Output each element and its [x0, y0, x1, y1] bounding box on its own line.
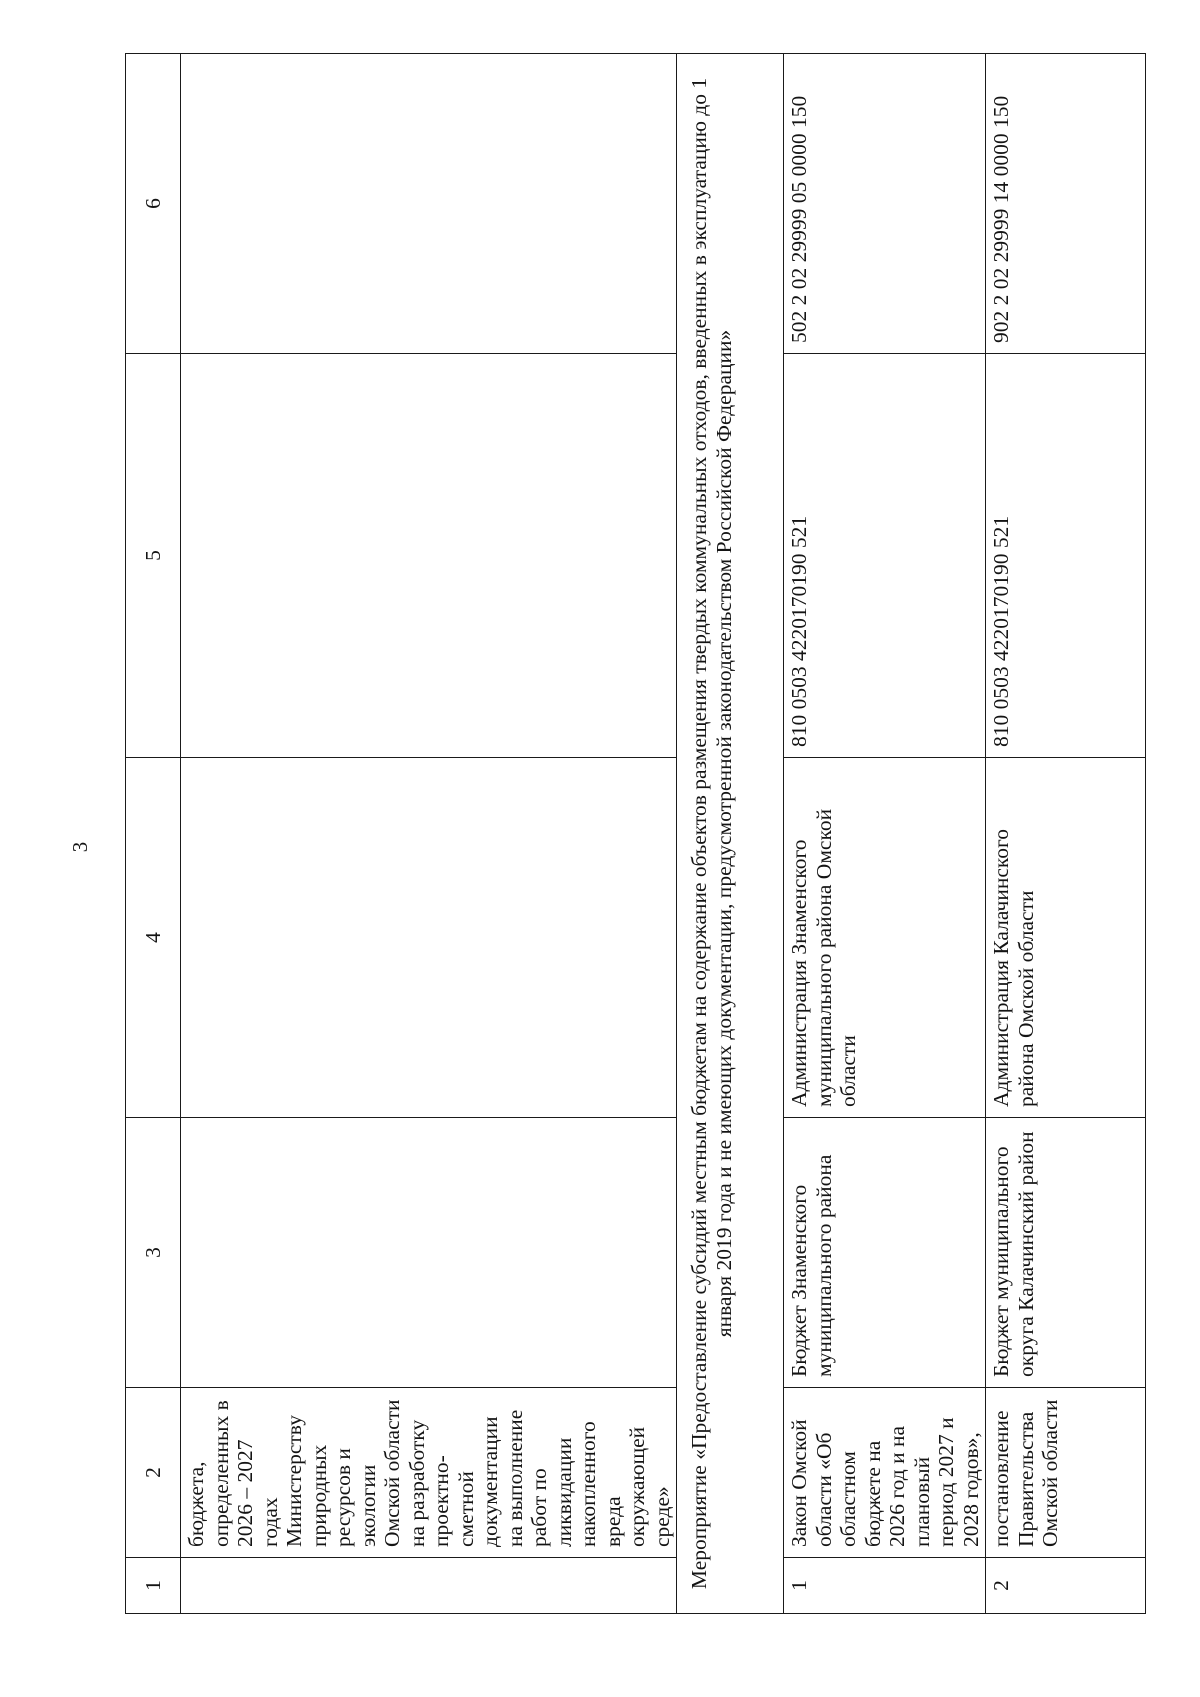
- continuation-cell-1: [181, 1558, 677, 1614]
- row-number: 1: [784, 1558, 986, 1614]
- header-cell-5: 5: [126, 354, 181, 758]
- income-code-cell: 502 2 02 29999 05 0000 150: [784, 54, 986, 354]
- rotated-page-content: [125, 54, 1199, 1614]
- section-row: [677, 54, 784, 1614]
- administrator-cell: Администрация Знаменского муниципального района Омской области: [784, 758, 986, 1118]
- table-header-row: [126, 54, 181, 1614]
- legal-basis-cell: Закон Омской области «Об областном бюджете на 2026 год и на плановый период 2027 и 2028 годов»,: [784, 1388, 986, 1558]
- administrator-cell: Администрация Калачинского района Омской области: [986, 758, 1146, 1118]
- table-row: [784, 54, 986, 1614]
- continuation-cell-6: [181, 54, 677, 354]
- expense-code-cell: 810 0503 4220170190 521: [986, 354, 1146, 758]
- header-cell-6: 6: [126, 54, 181, 354]
- header-cell-3: 3: [126, 1118, 181, 1388]
- continuation-cell-5: [181, 354, 677, 758]
- page-number: 3: [68, 841, 92, 853]
- income-code-cell: 902 2 02 29999 14 0000 150: [986, 54, 1146, 354]
- continuation-cell-3: [181, 1118, 677, 1388]
- budget-table: [125, 53, 1146, 1614]
- section-title: Мероприятие «Предоставление субсидий местным бюджетам на содержание объектов размещения твердых коммунальных отходов, введенных в эксплуатацию до 1 января 2019 года и не имеющих документации, предусмотренной законодательством Российской Федерации»: [677, 54, 784, 1614]
- header-cell-1: 1: [126, 1558, 181, 1614]
- header-cell-2: 2: [126, 1388, 181, 1558]
- continuation-cell-2: бюджета, определенных в 2026 – 2027 годах Министерству природных ресурсов и экологии Омской области на разработку проектно-сметной документации на выполнение работ по ликвидации накопленного вреда окружающей среде»: [181, 1388, 677, 1558]
- budget-cell: Бюджет муниципального округа Калачинский район: [986, 1118, 1146, 1388]
- budget-cell: Бюджет Знаменского муниципального района: [784, 1118, 986, 1388]
- continuation-row: [181, 54, 677, 1614]
- expense-code-cell: 810 0503 4220170190 521: [784, 354, 986, 758]
- table-row: [986, 54, 1146, 1614]
- continuation-cell-4: [181, 758, 677, 1118]
- row-number: 2: [986, 1558, 1146, 1614]
- legal-basis-cell: постановление Правительства Омской области: [986, 1388, 1146, 1558]
- header-cell-4: 4: [126, 758, 181, 1118]
